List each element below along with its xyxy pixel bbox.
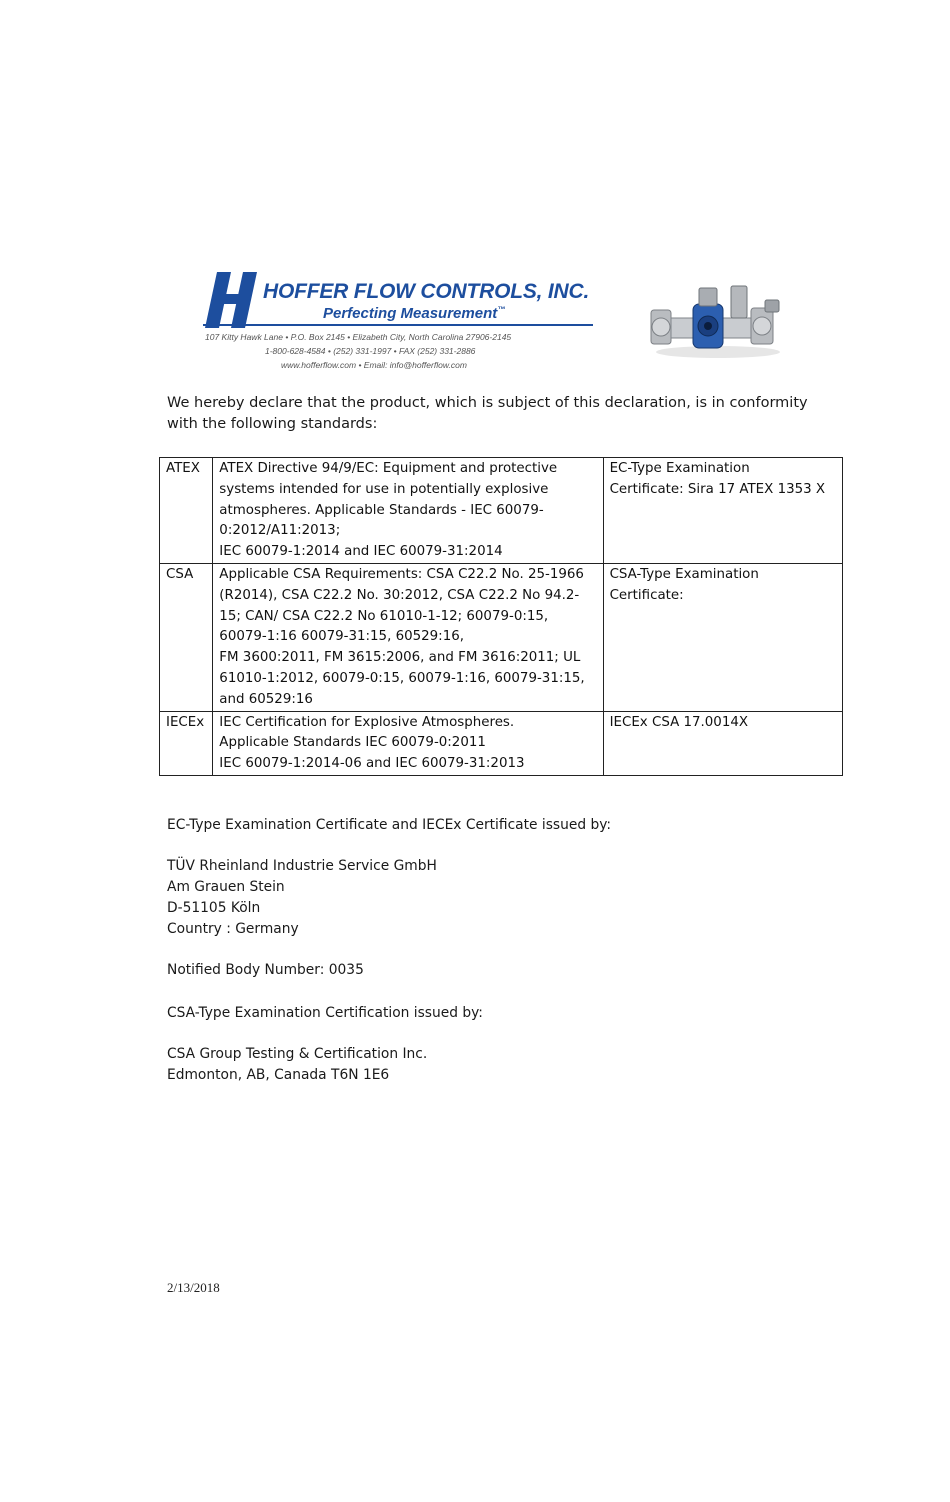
standards-line: ATEX Directive 94/9/EC: Equipment and protective: [219, 461, 558, 476]
table-row: [160, 458, 843, 564]
standards-cell: [213, 563, 603, 711]
address-line: 107 Kitty Hawk Lane • P.O. Box 2145 • Elizabeth City, North Carolina 27906-2145: [205, 332, 512, 342]
scheme-cell: CSA: [160, 563, 213, 711]
standards-line: 61010-1:2012, 60079-0:15, 60079-1:16, 60079-31:15,: [219, 670, 585, 686]
certificate-line: IECEx CSA 17.0014X: [609, 714, 749, 730]
document-date: 2/13/2018: [167, 1280, 220, 1295]
flow-meter-photo: [643, 270, 793, 360]
notified-body-number: Notified Body Number: 0035: [167, 962, 364, 978]
standards-table-body: [160, 458, 843, 776]
standards-line: 60079-1:16 60079-31:15, 60529:16,: [219, 629, 464, 645]
phone-line: 1-800-628-4584 • (252) 331-1997 • FAX (252) 331-2886: [265, 346, 476, 356]
csa-group-name: CSA Group Testing & Certification Inc.: [167, 1046, 428, 1062]
tagline: [323, 305, 505, 322]
scheme-cell: IECEx: [160, 711, 213, 775]
standards-line: IEC Certification for Explosive Atmospheres.: [219, 714, 515, 730]
ec-issued-by: EC-Type Examination Certificate and IECEx Certificate issued by:: [167, 817, 612, 833]
standards-table: [159, 457, 843, 776]
standards-cell: [213, 711, 603, 775]
standards-line: atmospheres. Applicable Standards - IEC 60079-: [219, 502, 544, 518]
hoffer-h-logo: [203, 270, 259, 330]
certificate-line: CSA-Type Examination: [609, 566, 759, 582]
table-row: [160, 711, 843, 775]
standards-line: IEC 60079-1:2014 and IEC 60079-31:2014: [219, 544, 503, 560]
certificate-cell: [603, 458, 842, 564]
standards-line: 15; CAN/ CSA C22.2 No 61010-1-12; 60079-0:15,: [219, 608, 549, 624]
csa-issued-by: CSA-Type Examination Certification issued by:: [167, 1005, 483, 1021]
web-email-line: www.hofferflow.com • Email: info@hofferflow.com: [281, 360, 467, 370]
standards-cell: [213, 458, 603, 564]
tuv-name: TÜV Rheinland Industrie Service GmbH: [167, 858, 437, 874]
standards-line: IEC 60079-1:2014-06 and IEC 60079-31:2013: [219, 756, 525, 772]
tuv-street: Am Grauen Stein: [167, 879, 285, 895]
standards-line: 0:2012/A11:2013;: [219, 523, 341, 539]
declaration-intro: We hereby declare that the product, which is subject of this declaration, is in conformity with the following standards:: [167, 395, 808, 432]
table-row: [160, 563, 843, 711]
tuv-city: D-51105 Köln: [167, 900, 261, 916]
csa-group-city: Edmonton, AB, Canada T6N 1E6: [167, 1067, 390, 1083]
standards-line: Applicable Standards IEC 60079-0:2011: [219, 735, 486, 751]
certificate-cell: [603, 563, 842, 711]
standards-line: and 60529:16: [219, 691, 313, 707]
certificate-line: Certificate: Sira 17 ATEX 1353 X: [609, 481, 826, 497]
certificate-line: EC-Type Examination: [609, 461, 750, 476]
certificate-line: Certificate:: [609, 587, 684, 603]
company-name: HOFFER FLOW CONTROLS, INC.: [263, 280, 590, 303]
certificate-cell: [603, 711, 842, 775]
standards-line: Applicable CSA Requirements: CSA C22.2 No. 25-1966: [219, 566, 584, 582]
letterhead-rule: [203, 324, 593, 326]
tagline-text: Perfecting Measurement: [323, 305, 498, 322]
standards-line: (R2014), CSA C22.2 No. 30:2012, CSA C22.2 No 94.2-: [219, 587, 580, 603]
standards-line: systems intended for use in potentially explosive: [219, 481, 549, 497]
standards-line: FM 3600:2011, FM 3615:2006, and FM 3616:2011; UL: [219, 650, 581, 666]
trademark-mark: ™: [497, 305, 506, 314]
letterhead: [203, 266, 793, 374]
tuv-country: Country : Germany: [167, 921, 299, 937]
scheme-cell: ATEX: [160, 458, 213, 564]
